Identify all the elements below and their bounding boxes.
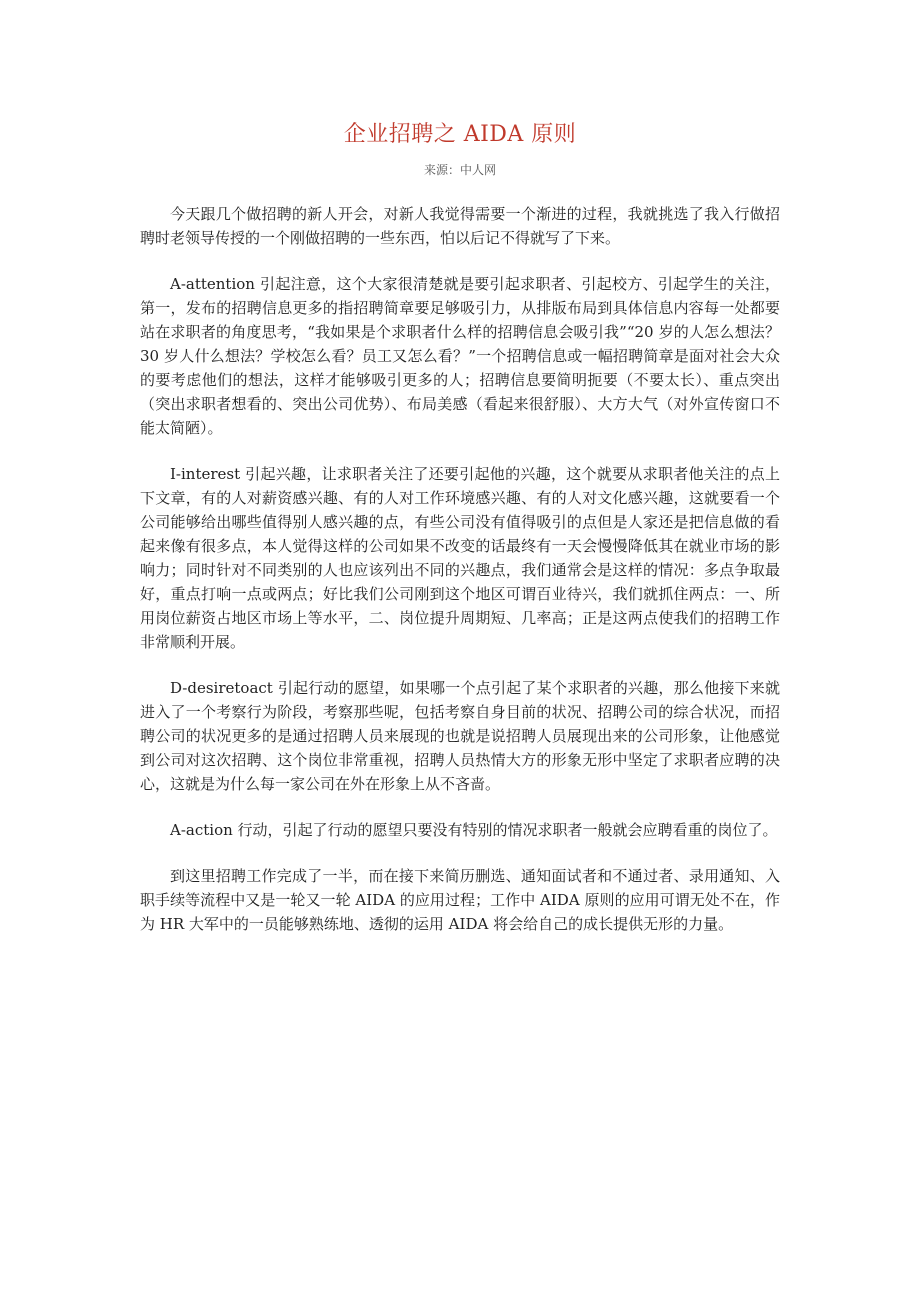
paragraph-conclusion: 到这里招聘工作完成了一半，而在接下来简历删选、通知面试者和不通过者、录用通知、入职手续等流程中又是一轮又一轮 AIDA 的应用过程；工作中 AIDA 原则的应用可谓无处不在，作为 HR 大军中的一员能够熟练地、透彻的运用 AIDA 将会给自己的成长提供无形的力量。 bbox=[140, 867, 780, 933]
paragraph-attention: A-attention 引起注意，这个大家很清楚就是要引起求职者、引起校方、引起学生的关注，第一，发布的招聘信息更多的指招聘简章要足够吸引力，从排版布局到具体信息内容每一处都要站在求职者的角度思考，“我如果是个求职者什么样的招聘信息会吸引我”“20 岁的人怎么想法？30 岁人什么想法？学校怎么看？员工又怎么看？”一个招聘信息或一幅招聘简章是面对社会大众的要考虑他们的想法，这样才能够吸引更多的人；招聘信息要简明扼要（不要太长）、重点突出（突出求职者想看的、突出公司优势）、布局美感（看起来很舒服）、大方大气（对外宣传窗口不能太简陋）。 bbox=[140, 275, 780, 437]
paragraph-intro: 今天跟几个做招聘的新人开会，对新人我觉得需要一个渐进的过程，我就挑选了我入行做招聘时老领导传授的一个刚做招聘的一些东西，怕以后记不得就写了下来。 bbox=[140, 205, 780, 247]
paragraph-desire: D-desiretoact 引起行动的愿望，如果哪一个点引起了某个求职者的兴趣，那么他接下来就进入了一个考察行为阶段，考察那些呢，包括考察自身目前的状况、招聘公司的综合状况，而招聘公司的状况更多的是通过招聘人员来展现的也就是说招聘人员展现出来的公司形象，让他感觉到公司对这次招聘、这个岗位非常重视，招聘人员热情大方的形象无形中坚定了求职者应聘的决心，这就是为什么每一家公司在外在形象上从不吝啬。 bbox=[140, 679, 780, 793]
article-source: 来源：中人网 bbox=[423, 163, 496, 177]
paragraph-action: A-action 行动，引起了行动的愿望只要没有特别的情况求职者一般就会应聘看重的岗位了。 bbox=[170, 821, 778, 839]
article-body bbox=[140, 202, 780, 936]
article-title: 企业招聘之 AIDA 原则 bbox=[343, 122, 577, 147]
paragraph-interest: I-interest 引起兴趣，让求职者关注了还要引起他的兴趣，这个就要从求职者他关注的点上下文章，有的人对薪资感兴趣、有的人对工作环境感兴趣、有的人对文化感兴趣，这就要看一个公司能够给出哪些值得别人感兴趣的点，有些公司没有值得吸引的点但是人家还是把信息做的看起来像有很多点，本人觉得这样的公司如果不改变的话最终有一天会慢慢降低其在就业市场的影响力；同时针对不同类别的人也应该列出不同的兴趣点，我们通常会是这样的情况：多点争取最好，重点打响一点或两点；好比我们公司刚到这个地区可谓百业待兴，我们就抓住两点：一、所用岗位薪资占地区市场上等水平，二、岗位提升周期短、几率高；正是这两点使我们的招聘工作非常顺利开展。 bbox=[140, 465, 780, 651]
document-page bbox=[140, 0, 780, 958]
